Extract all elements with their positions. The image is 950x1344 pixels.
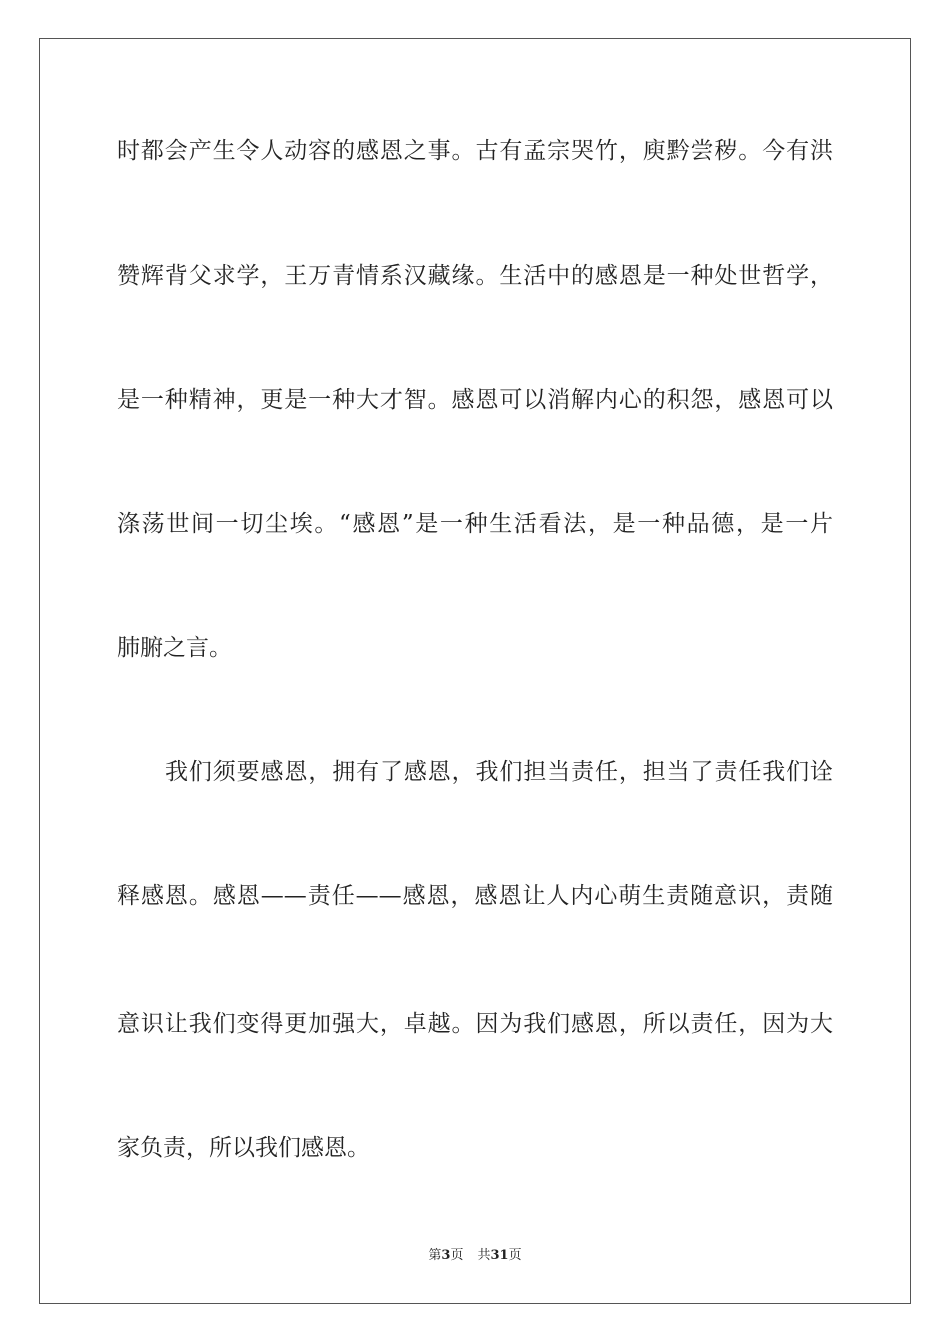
page-frame	[39, 38, 911, 1304]
page-footer	[0, 1248, 950, 1264]
paragraph-1-line-4: 涤荡世间一切尘埃。“感恩”是一种生活看法，是一种品德，是一片	[117, 511, 833, 537]
footer-page-suffix: 页	[450, 1248, 464, 1263]
paragraph-1-line-2: 赞辉背父求学，王万青情系汉藏缘。生活中的感恩是一种处世哲学，	[117, 263, 833, 289]
paragraph-2-line-1: 我们须要感恩，拥有了感恩，我们担当责任，担当了责任我们诠	[165, 759, 833, 785]
footer-page-number: 3	[441, 1248, 451, 1263]
paragraph-1-line-1: 时都会产生令人动容的感恩之事。古有孟宗哭竹，庾黔尝秽。今有洪	[117, 138, 833, 164]
paragraph-2-line-4: 家负责，所以我们感恩。	[117, 1135, 370, 1161]
paragraph-1-line-5: 肺腑之言。	[117, 635, 232, 661]
paragraph-1-line-3: 是一种精神，更是一种大才智。感恩可以消解内心的积怨，感恩可以	[117, 387, 833, 413]
paragraph-2-line-2: 释感恩。感恩——责任——感恩，感恩让人内心萌生责随意识，责随	[117, 883, 833, 909]
footer-total-prefix: 共	[477, 1248, 491, 1263]
footer-total-pages: 31	[490, 1248, 509, 1263]
footer-total-suffix: 页	[508, 1248, 522, 1263]
paragraph-2-line-3: 意识让我们变得更加强大，卓越。因为我们感恩，所以责任，因为大	[117, 1011, 833, 1037]
footer-page-prefix: 第	[428, 1248, 442, 1263]
